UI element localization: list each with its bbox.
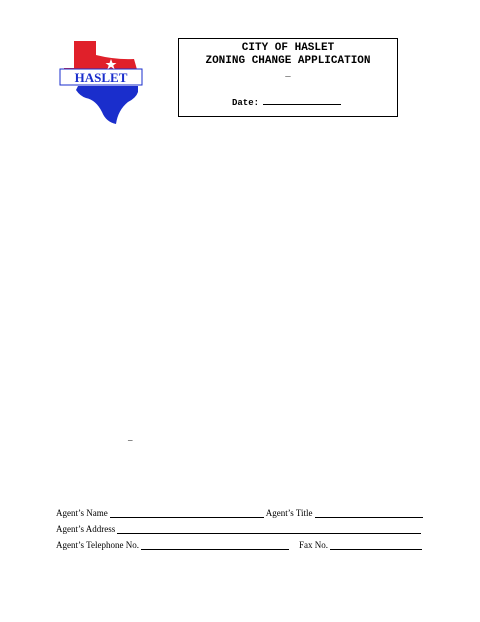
- agent-phone-row: [56, 540, 424, 550]
- stray-dash: _: [128, 432, 133, 442]
- agent-name-label: Agent’s Name: [56, 508, 108, 518]
- form-title: ZONING CHANGE APPLICATION: [205, 55, 371, 67]
- fax-field[interactable]: [330, 541, 422, 550]
- agent-address-label: Agent’s Address: [56, 524, 116, 534]
- haslet-logo: [56, 38, 162, 126]
- agent-phone-field[interactable]: [141, 541, 289, 550]
- texas-map-star-icon: [56, 38, 162, 126]
- fax-label: Fax No.: [298, 540, 328, 550]
- logo-text: HASLET: [74, 70, 128, 85]
- agent-name-field[interactable]: [110, 509, 264, 518]
- city-title: CITY OF HASLET: [241, 42, 335, 54]
- agent-phone-label: Agent’s Telephone No.: [56, 540, 139, 550]
- application-header-box: [178, 38, 398, 117]
- agent-name-row: [56, 508, 425, 518]
- agent-title-field[interactable]: [315, 509, 423, 518]
- date-row: [232, 95, 341, 108]
- agent-address-field[interactable]: [117, 525, 421, 534]
- agent-title-label: Agent’s Title: [265, 508, 313, 518]
- date-label: Date:: [232, 98, 260, 108]
- agent-address-row: [56, 524, 423, 534]
- header-dash: _: [285, 69, 291, 79]
- date-field[interactable]: [263, 95, 341, 105]
